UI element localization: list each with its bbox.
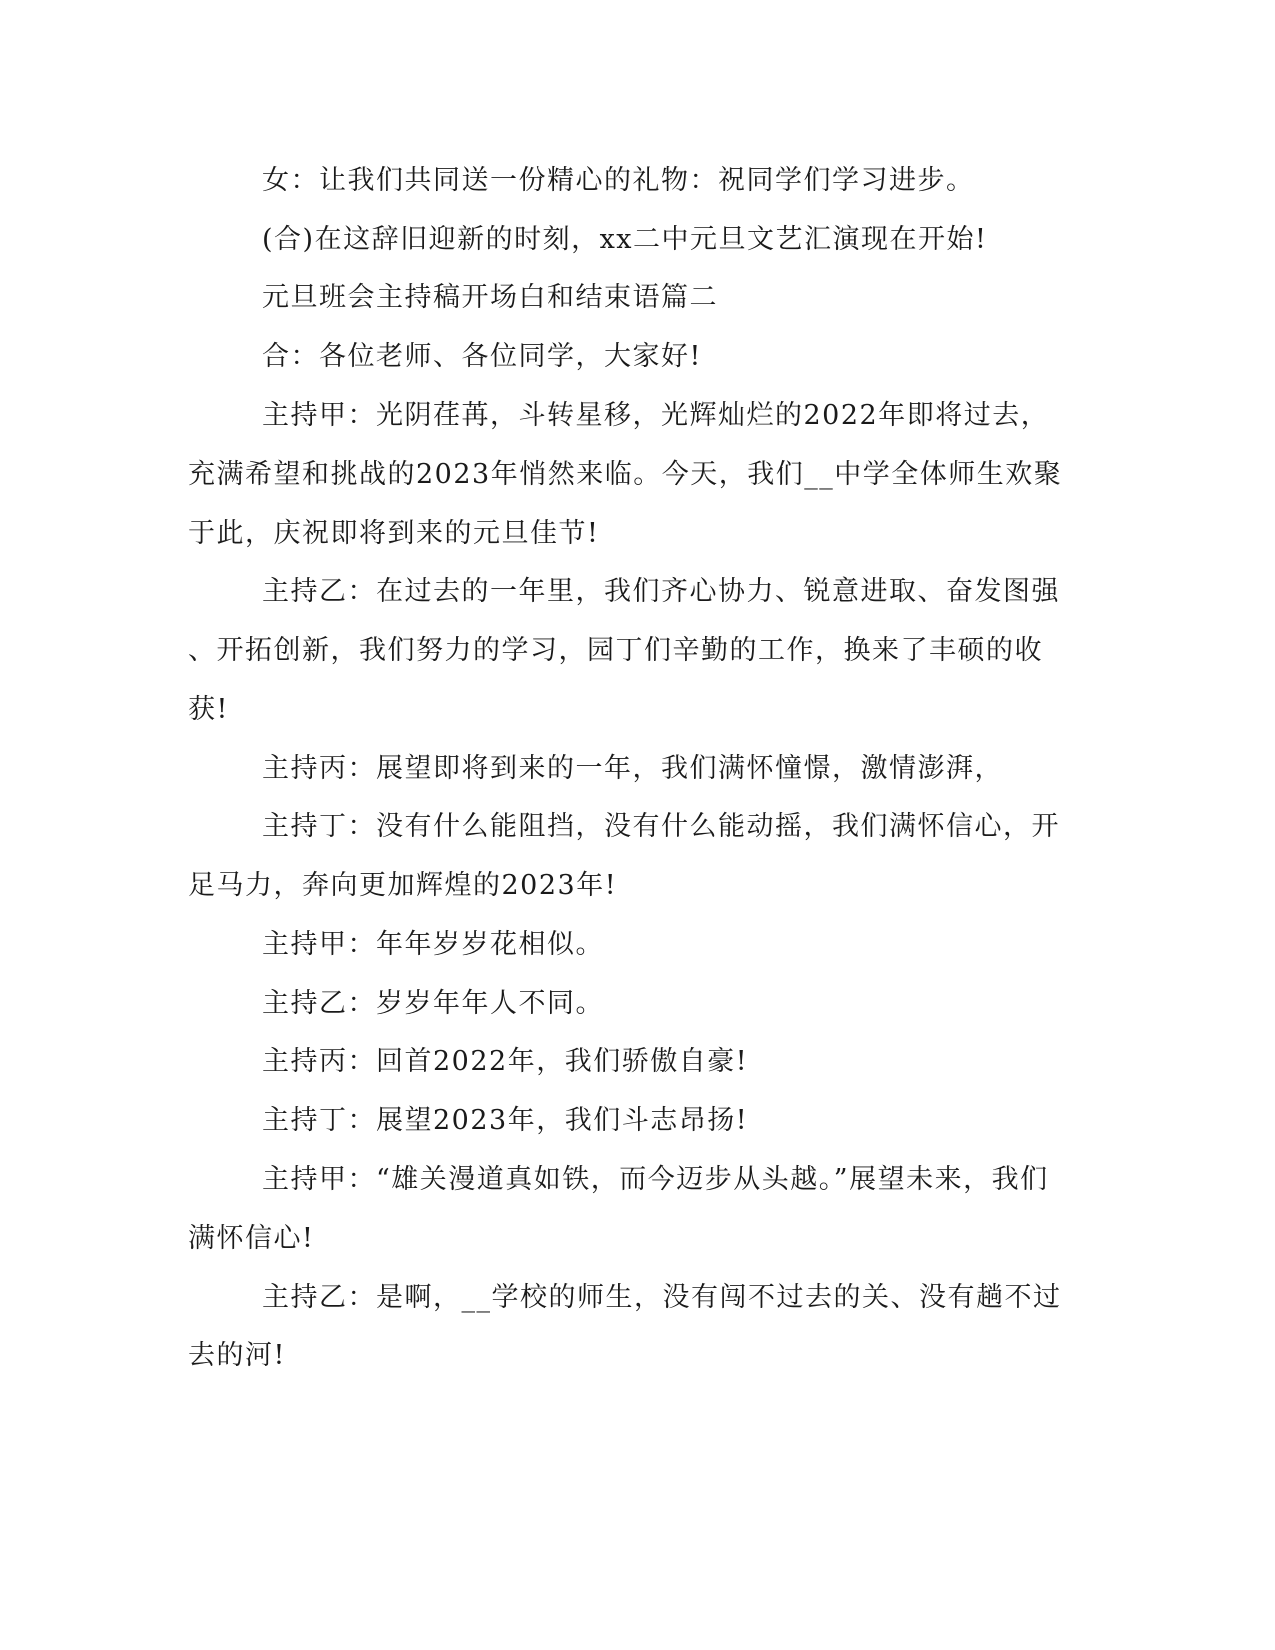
text-line: (合)在这辞旧迎新的时刻，xx二中元旦文艺汇演现在开始! <box>262 224 988 255</box>
text-line: 主持丁：展望2023年，我们斗志昂扬! <box>262 1105 749 1136</box>
text-line: 于此，庆祝即将到来的元旦佳节! <box>188 518 600 549</box>
text-line: 主持丙：展望即将到来的一年，我们满怀憧憬，激情澎湃， <box>262 753 1003 784</box>
text-line: 主持乙：是啊，__学校的师生，没有闯不过去的关、没有趟不过 <box>262 1282 1062 1313</box>
text-line: 主持甲：光阴荏苒，斗转星移，光辉灿烂的2022年即将过去， <box>262 400 1050 431</box>
text-line: 充满希望和挑战的2023年悄然来临。今天，我们__中学全体师生欢聚 <box>188 459 1063 490</box>
text-line: 满怀信心! <box>188 1223 315 1254</box>
text-line: 、开拓创新，我们努力的学习，园丁们辛勤的工作，换来了丰硕的收 <box>188 635 1043 666</box>
text-line: 足马力，奔向更加辉煌的2023年! <box>188 870 618 901</box>
text-line: 去的河! <box>188 1340 286 1371</box>
text-line: 获! <box>188 694 229 725</box>
text-line: 合：各位老师、各位同学，大家好! <box>262 341 702 372</box>
text-line: 主持丙：回首2022年，我们骄傲自豪! <box>262 1046 749 1077</box>
text-line: 主持丁：没有什么能阻挡，没有什么能动摇，我们满怀信心，开 <box>262 811 1060 842</box>
text-line: 女：让我们共同送一份精心的礼物：祝同学们学习进步。 <box>262 165 975 196</box>
text-line: 主持甲：“雄关漫道真如铁，而今迈步从头越。”展望未来，我们 <box>262 1164 1049 1195</box>
text-line: 主持乙：在过去的一年里，我们齐心协力、锐意进取、奋发图强 <box>262 576 1060 607</box>
section-heading: 元旦班会主持稿开场白和结束语篇二 <box>262 282 718 313</box>
text-line: 主持乙：岁岁年年人不同。 <box>262 988 604 1019</box>
text-line: 主持甲：年年岁岁花相似。 <box>262 929 604 960</box>
